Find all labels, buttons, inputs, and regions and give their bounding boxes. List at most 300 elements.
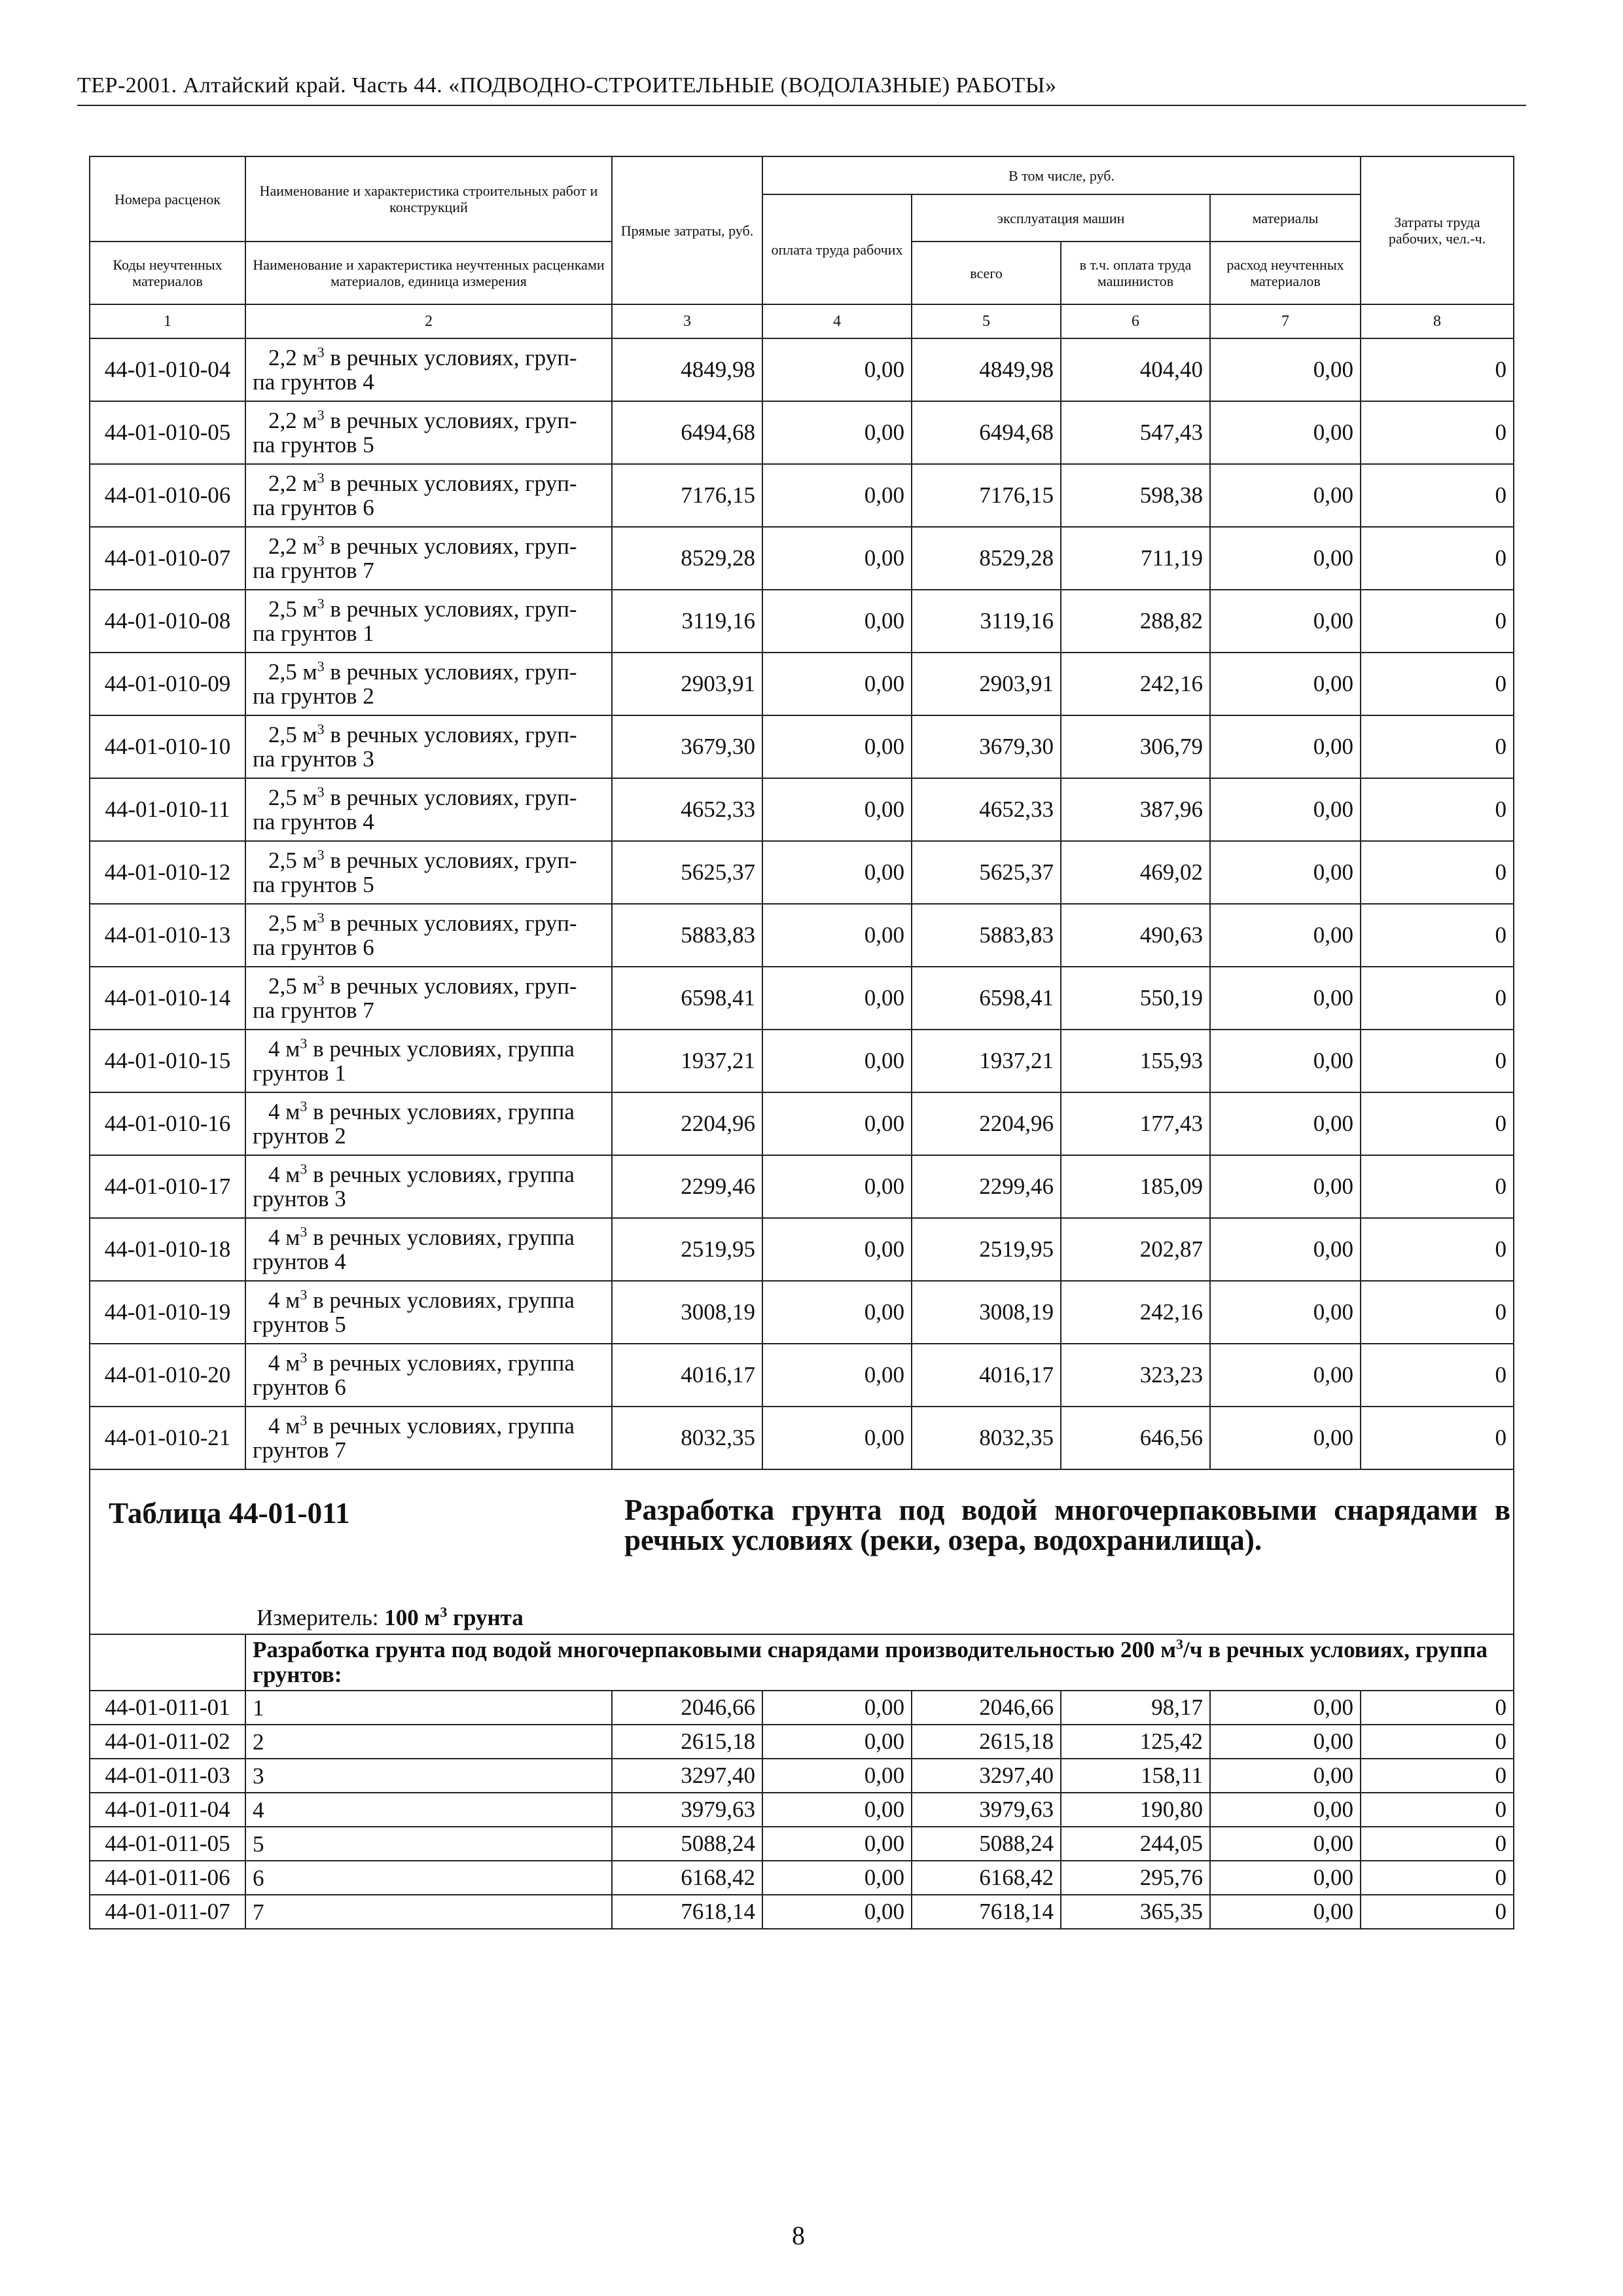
rate-description xyxy=(245,338,612,401)
unit-exponent: 3 xyxy=(317,595,325,612)
value-labor: 0 xyxy=(1361,1793,1514,1827)
value-direct: 5625,37 xyxy=(612,841,762,904)
column-number: 6 xyxy=(1061,304,1210,338)
description-line-1 xyxy=(253,1288,605,1312)
header-labor: Затраты труда рабочих, чел.-ч. xyxy=(1361,156,1514,304)
meter-label: Измеритель: xyxy=(257,1605,379,1630)
value-machines: 5088,24 xyxy=(912,1827,1061,1861)
rate-code: 44-01-011-07 xyxy=(90,1895,245,1929)
volume-unit: м xyxy=(302,910,317,936)
value-machinists: 547,43 xyxy=(1061,401,1210,464)
table-row xyxy=(90,1281,1514,1344)
description-line-2: па грунтов 4 xyxy=(253,369,374,395)
unit-exponent: 3 xyxy=(317,344,325,361)
value-labor: 0 xyxy=(1361,527,1514,590)
description-line-2: па грунтов 7 xyxy=(253,558,374,583)
description-line-2: грунтов 2 xyxy=(253,1123,346,1149)
table-row xyxy=(90,1759,1514,1793)
rate-description xyxy=(245,653,612,715)
description-line-1 xyxy=(253,597,605,621)
page-number: 8 xyxy=(792,2221,805,2250)
value-labor: 0 xyxy=(1361,841,1514,904)
rate-code: 44-01-010-04 xyxy=(90,338,245,401)
volume-value: 2,5 xyxy=(268,659,297,685)
header-machines-total: всего xyxy=(912,242,1061,304)
table-row xyxy=(90,1691,1514,1725)
description-line-2: грунтов 1 xyxy=(253,1060,346,1086)
volume-value: 2,2 xyxy=(268,345,297,370)
value-materials: 0,00 xyxy=(1210,715,1361,778)
description-line-2: па грунтов 6 xyxy=(253,935,374,960)
description-line-1 xyxy=(253,408,605,433)
value-machinists: 242,16 xyxy=(1061,1281,1210,1344)
header-wages: оплата труда рабочих xyxy=(762,194,912,304)
description-line-1 xyxy=(253,911,605,935)
description-line-1 xyxy=(253,471,605,495)
value-wages: 0,00 xyxy=(762,1344,912,1407)
description-line-1 xyxy=(253,848,605,872)
value-direct: 6494,68 xyxy=(612,401,762,464)
table-row xyxy=(90,1092,1514,1155)
value-direct: 3679,30 xyxy=(612,715,762,778)
description-text: в речных условиях, группа xyxy=(313,1225,575,1250)
value-machines: 7176,15 xyxy=(912,464,1061,527)
rate-code: 44-01-011-06 xyxy=(90,1861,245,1895)
rate-code: 44-01-010-16 xyxy=(90,1092,245,1155)
rate-code: 44-01-011-01 xyxy=(90,1691,245,1725)
section-title-exponent: 3 xyxy=(1176,1636,1184,1653)
column-number: 7 xyxy=(1210,304,1361,338)
table-row xyxy=(90,590,1514,653)
column-number: 3 xyxy=(612,304,762,338)
volume-value: 2,5 xyxy=(268,785,297,810)
rate-code: 44-01-010-13 xyxy=(90,904,245,967)
value-materials: 0,00 xyxy=(1210,904,1361,967)
table-row xyxy=(90,715,1514,778)
value-machinists: 598,38 xyxy=(1061,464,1210,527)
value-machines: 2299,46 xyxy=(912,1155,1061,1218)
value-machinists: 295,76 xyxy=(1061,1861,1210,1895)
soil-group: 1 xyxy=(245,1691,612,1725)
table-row xyxy=(90,967,1514,1030)
volume-unit: м xyxy=(302,596,317,622)
description-text: в речных условиях, груп- xyxy=(330,471,577,496)
table-44-01-011-heading xyxy=(90,1469,1514,1691)
description-line-2: па грунтов 5 xyxy=(253,432,374,457)
description-line-1 xyxy=(253,723,605,747)
volume-unit: м xyxy=(302,659,317,685)
value-machinists: 288,82 xyxy=(1061,590,1210,653)
value-direct: 4849,98 xyxy=(612,338,762,401)
value-labor: 0 xyxy=(1361,715,1514,778)
header-machines: эксплуатация машин xyxy=(912,194,1210,242)
description-text: в речных условиях, груп- xyxy=(330,848,577,873)
rate-code: 44-01-010-17 xyxy=(90,1155,245,1218)
rate-description xyxy=(245,1281,612,1344)
value-materials: 0,00 xyxy=(1210,653,1361,715)
volume-value: 2,2 xyxy=(268,471,297,496)
value-machinists: 646,56 xyxy=(1061,1407,1210,1469)
value-machines: 8032,35 xyxy=(912,1407,1061,1469)
value-direct: 2615,18 xyxy=(612,1725,762,1759)
volume-value: 4 xyxy=(268,1162,280,1187)
value-wages: 0,00 xyxy=(762,1793,912,1827)
description-line-2: грунтов 6 xyxy=(253,1374,346,1400)
soil-group: 5 xyxy=(245,1827,612,1861)
value-direct: 6168,42 xyxy=(612,1861,762,1895)
volume-value: 2,5 xyxy=(268,722,297,747)
header-rate-numbers: Номера расценок xyxy=(90,156,245,242)
meter-suffix: грунта xyxy=(453,1605,524,1630)
header-machinist-wages: в т.ч. оплата труда машинистов xyxy=(1061,242,1210,304)
table-row xyxy=(90,401,1514,464)
value-wages: 0,00 xyxy=(762,1827,912,1861)
value-machinists: 323,23 xyxy=(1061,1344,1210,1407)
table-row xyxy=(90,1407,1514,1469)
rate-description xyxy=(245,904,612,967)
header-direct-costs: Прямые затраты, руб. xyxy=(612,156,762,304)
value-labor: 0 xyxy=(1361,590,1514,653)
value-labor: 0 xyxy=(1361,1030,1514,1092)
value-machinists: 387,96 xyxy=(1061,778,1210,841)
value-materials: 0,00 xyxy=(1210,527,1361,590)
value-materials: 0,00 xyxy=(1210,1281,1361,1344)
header-materials-name: Наименование и характеристика неучтенных расценками материалов, единица измерения xyxy=(245,242,612,304)
header-divider xyxy=(77,105,1526,106)
value-direct: 8529,28 xyxy=(612,527,762,590)
description-line-1 xyxy=(253,785,605,810)
description-text: в речных условиях, груп- xyxy=(330,345,577,370)
value-machines: 4849,98 xyxy=(912,338,1061,401)
volume-value: 2,5 xyxy=(268,848,297,873)
rate-description xyxy=(245,778,612,841)
value-machinists: 469,02 xyxy=(1061,841,1210,904)
description-line-1 xyxy=(253,1414,605,1438)
value-machinists: 490,63 xyxy=(1061,904,1210,967)
unit-exponent: 3 xyxy=(300,1098,308,1115)
value-machines: 6494,68 xyxy=(912,401,1061,464)
description-text: в речных условиях, группа xyxy=(313,1287,575,1313)
description-line-1 xyxy=(253,1225,605,1249)
table-row xyxy=(90,1218,1514,1281)
value-direct: 8032,35 xyxy=(612,1407,762,1469)
page-header: ТЕР-2001. Алтайский край. Часть 44. «ПОДВОДНО-СТРОИТЕЛЬНЫЕ (ВОДОЛАЗНЫЕ) РАБОТЫ» xyxy=(77,73,1057,98)
rates-table xyxy=(89,156,1514,1929)
description-line-2: грунтов 3 xyxy=(253,1186,346,1211)
value-machinists: 177,43 xyxy=(1061,1092,1210,1155)
section-title-suffix: /ч в речных условиях, группа грунтов: xyxy=(253,1637,1488,1687)
value-machinists: 202,87 xyxy=(1061,1218,1210,1281)
value-machines: 7618,14 xyxy=(912,1895,1061,1929)
volume-value: 2,2 xyxy=(268,408,297,433)
unit-exponent: 3 xyxy=(317,406,325,423)
description-text: в речных условиях, груп- xyxy=(330,533,577,559)
value-materials: 0,00 xyxy=(1210,1861,1361,1895)
volume-unit: м xyxy=(285,1162,300,1187)
value-materials: 0,00 xyxy=(1210,1218,1361,1281)
value-direct: 3119,16 xyxy=(612,590,762,653)
value-labor: 0 xyxy=(1361,338,1514,401)
description-line-1 xyxy=(253,660,605,684)
volume-unit: м xyxy=(302,408,317,433)
value-materials: 0,00 xyxy=(1210,1155,1361,1218)
section-spacer xyxy=(90,1634,245,1691)
rate-description xyxy=(245,1407,612,1469)
value-wages: 0,00 xyxy=(762,653,912,715)
value-wages: 0,00 xyxy=(762,1281,912,1344)
volume-value: 4 xyxy=(268,1225,280,1250)
rate-description xyxy=(245,715,612,778)
soil-group: 6 xyxy=(245,1861,612,1895)
header-work-name: Наименование и характеристика строительных работ и конструкций xyxy=(245,156,612,242)
description-line-2: па грунтов 1 xyxy=(253,620,374,646)
value-materials: 0,00 xyxy=(1210,1407,1361,1469)
value-wages: 0,00 xyxy=(762,1030,912,1092)
unit-exponent: 3 xyxy=(317,658,325,675)
volume-unit: м xyxy=(302,471,317,496)
description-text: в речных условиях, груп- xyxy=(330,659,577,685)
value-machines: 3979,63 xyxy=(912,1793,1061,1827)
rate-description xyxy=(245,1218,612,1281)
value-wages: 0,00 xyxy=(762,1895,912,1929)
description-line-2: грунтов 7 xyxy=(253,1437,346,1463)
table-row xyxy=(90,464,1514,527)
table-row xyxy=(90,1827,1514,1861)
rate-code: 44-01-010-18 xyxy=(90,1218,245,1281)
value-direct: 4652,33 xyxy=(612,778,762,841)
volume-value: 2,2 xyxy=(268,533,297,559)
soil-group: 7 xyxy=(245,1895,612,1929)
value-direct: 7618,14 xyxy=(612,1895,762,1929)
value-wages: 0,00 xyxy=(762,1155,912,1218)
table-row xyxy=(90,1793,1514,1827)
value-wages: 0,00 xyxy=(762,967,912,1030)
description-line-2: па грунтов 2 xyxy=(253,683,374,709)
volume-unit: м xyxy=(285,1287,300,1313)
table-row xyxy=(90,338,1514,401)
value-machines: 6598,41 xyxy=(912,967,1061,1030)
description-text: в речных условиях, группа xyxy=(313,1099,575,1124)
value-direct: 2204,96 xyxy=(612,1092,762,1155)
rate-code: 44-01-011-02 xyxy=(90,1725,245,1759)
rate-description xyxy=(245,527,612,590)
description-line-2: грунтов 4 xyxy=(253,1249,346,1274)
unit-exponent: 3 xyxy=(300,1412,308,1429)
description-text: в речных условиях, груп- xyxy=(330,408,577,433)
value-machines: 8529,28 xyxy=(912,527,1061,590)
description-text: в речных условиях, груп- xyxy=(330,910,577,936)
column-number: 2 xyxy=(245,304,612,338)
column-number: 1 xyxy=(90,304,245,338)
description-line-1 xyxy=(253,974,605,998)
value-machines: 3297,40 xyxy=(912,1759,1061,1793)
value-direct: 4016,17 xyxy=(612,1344,762,1407)
rate-code: 44-01-010-08 xyxy=(90,590,245,653)
value-machines: 2046,66 xyxy=(912,1691,1061,1725)
meter-value: 100 м xyxy=(384,1605,440,1630)
value-machines: 5625,37 xyxy=(912,841,1061,904)
value-materials: 0,00 xyxy=(1210,338,1361,401)
value-machines: 5883,83 xyxy=(912,904,1061,967)
value-wages: 0,00 xyxy=(762,904,912,967)
value-wages: 0,00 xyxy=(762,1725,912,1759)
volume-value: 2,5 xyxy=(268,973,297,999)
value-wages: 0,00 xyxy=(762,778,912,841)
description-text: в речных условиях, группа xyxy=(313,1350,575,1376)
value-wages: 0,00 xyxy=(762,590,912,653)
table-row xyxy=(90,904,1514,967)
value-direct: 3297,40 xyxy=(612,1759,762,1793)
section-title-text: Разработка грунта под водой многочерпаковыми снарядами производительностью 200 м xyxy=(253,1637,1177,1662)
volume-unit: м xyxy=(285,1225,300,1250)
table-body-44-01-010 xyxy=(90,338,1514,1469)
value-machinists: 98,17 xyxy=(1061,1691,1210,1725)
meter-exponent: 3 xyxy=(440,1604,448,1621)
value-materials: 0,00 xyxy=(1210,1827,1361,1861)
description-line-1 xyxy=(253,1100,605,1124)
volume-unit: м xyxy=(302,848,317,873)
value-direct: 2903,91 xyxy=(612,653,762,715)
value-labor: 0 xyxy=(1361,653,1514,715)
rate-code: 44-01-010-07 xyxy=(90,527,245,590)
table-row xyxy=(90,1155,1514,1218)
value-materials: 0,00 xyxy=(1210,778,1361,841)
description-line-2: па грунтов 6 xyxy=(253,495,374,520)
table-heading-cell xyxy=(90,1469,1514,1634)
value-materials: 0,00 xyxy=(1210,1092,1361,1155)
value-labor: 0 xyxy=(1361,967,1514,1030)
value-machinists: 190,80 xyxy=(1061,1793,1210,1827)
value-materials: 0,00 xyxy=(1210,841,1361,904)
value-materials: 0,00 xyxy=(1210,464,1361,527)
rate-description xyxy=(245,590,612,653)
description-line-2: па грунтов 7 xyxy=(253,997,374,1023)
column-number: 5 xyxy=(912,304,1061,338)
description-line-1 xyxy=(253,1037,605,1061)
value-machinists: 155,93 xyxy=(1061,1030,1210,1092)
value-labor: 0 xyxy=(1361,1759,1514,1793)
value-labor: 0 xyxy=(1361,778,1514,841)
value-materials: 0,00 xyxy=(1210,967,1361,1030)
value-machinists: 404,40 xyxy=(1061,338,1210,401)
volume-unit: м xyxy=(302,345,317,370)
rate-code: 44-01-010-05 xyxy=(90,401,245,464)
rate-code: 44-01-010-10 xyxy=(90,715,245,778)
soil-group: 2 xyxy=(245,1725,612,1759)
unit-exponent: 3 xyxy=(317,909,325,926)
value-wages: 0,00 xyxy=(762,1759,912,1793)
rate-code: 44-01-010-14 xyxy=(90,967,245,1030)
description-text: в речных условиях, группа xyxy=(313,1162,575,1187)
description-line-1 xyxy=(253,1162,605,1187)
value-machinists: 550,19 xyxy=(1061,967,1210,1030)
unit-exponent: 3 xyxy=(317,972,325,989)
table-row xyxy=(90,527,1514,590)
table-row xyxy=(90,1861,1514,1895)
value-machines: 2615,18 xyxy=(912,1725,1061,1759)
value-direct: 2046,66 xyxy=(612,1691,762,1725)
value-direct: 2519,95 xyxy=(612,1218,762,1281)
value-labor: 0 xyxy=(1361,401,1514,464)
value-machinists: 125,42 xyxy=(1061,1725,1210,1759)
unit-exponent: 3 xyxy=(317,532,325,549)
value-machinists: 365,35 xyxy=(1061,1895,1210,1929)
table-row xyxy=(90,1895,1514,1929)
rate-description xyxy=(245,401,612,464)
rate-code: 44-01-010-19 xyxy=(90,1281,245,1344)
column-number: 8 xyxy=(1361,304,1514,338)
value-labor: 0 xyxy=(1361,904,1514,967)
table-row xyxy=(90,653,1514,715)
table-body-44-01-011 xyxy=(90,1691,1514,1929)
unit-exponent: 3 xyxy=(300,1223,308,1240)
volume-unit: м xyxy=(302,973,317,999)
header-materials-unaccounted: расход неучтенных материалов xyxy=(1210,242,1361,304)
value-materials: 0,00 xyxy=(1210,1030,1361,1092)
value-materials: 0,00 xyxy=(1210,1759,1361,1793)
rate-code: 44-01-011-04 xyxy=(90,1793,245,1827)
rate-code: 44-01-011-05 xyxy=(90,1827,245,1861)
description-line-2: па грунтов 3 xyxy=(253,746,374,772)
rate-code: 44-01-010-12 xyxy=(90,841,245,904)
value-labor: 0 xyxy=(1361,1218,1514,1281)
value-wages: 0,00 xyxy=(762,1407,912,1469)
value-wages: 0,00 xyxy=(762,841,912,904)
description-line-2: па грунтов 4 xyxy=(253,809,374,834)
volume-unit: м xyxy=(285,1099,300,1124)
value-materials: 0,00 xyxy=(1210,1895,1361,1929)
value-machines: 6168,42 xyxy=(912,1861,1061,1895)
description-text: в речных условиях, груп- xyxy=(330,596,577,622)
table-row xyxy=(90,1725,1514,1759)
value-materials: 0,00 xyxy=(1210,590,1361,653)
value-machinists: 242,16 xyxy=(1061,653,1210,715)
value-direct: 7176,15 xyxy=(612,464,762,527)
value-materials: 0,00 xyxy=(1210,401,1361,464)
value-labor: 0 xyxy=(1361,1827,1514,1861)
volume-unit: м xyxy=(285,1350,300,1376)
volume-unit: м xyxy=(302,722,317,747)
value-machinists: 244,05 xyxy=(1061,1827,1210,1861)
value-machines: 2903,91 xyxy=(912,653,1061,715)
value-direct: 1937,21 xyxy=(612,1030,762,1092)
value-machines: 1937,21 xyxy=(912,1030,1061,1092)
unit-exponent: 3 xyxy=(300,1286,308,1303)
volume-value: 4 xyxy=(268,1350,280,1376)
value-wages: 0,00 xyxy=(762,338,912,401)
table-row xyxy=(90,1030,1514,1092)
volume-value: 4 xyxy=(268,1287,280,1313)
rate-description xyxy=(245,967,612,1030)
rate-description xyxy=(245,1030,612,1092)
value-machines: 2519,95 xyxy=(912,1218,1061,1281)
value-materials: 0,00 xyxy=(1210,1725,1361,1759)
value-machines: 3119,16 xyxy=(912,590,1061,653)
description-text: в речных условиях, группа xyxy=(313,1413,575,1439)
value-direct: 3008,19 xyxy=(612,1281,762,1344)
volume-value: 2,5 xyxy=(268,910,297,936)
rate-description xyxy=(245,1155,612,1218)
description-line-2: па грунтов 5 xyxy=(253,872,374,897)
description-text: в речных условиях, груп- xyxy=(330,973,577,999)
description-line-1 xyxy=(253,346,605,370)
description-text: в речных условиях, груп- xyxy=(330,785,577,810)
value-direct: 3979,63 xyxy=(612,1793,762,1827)
value-labor: 0 xyxy=(1361,1861,1514,1895)
volume-unit: м xyxy=(285,1413,300,1439)
value-machinists: 306,79 xyxy=(1061,715,1210,778)
unit-exponent: 3 xyxy=(317,469,325,486)
